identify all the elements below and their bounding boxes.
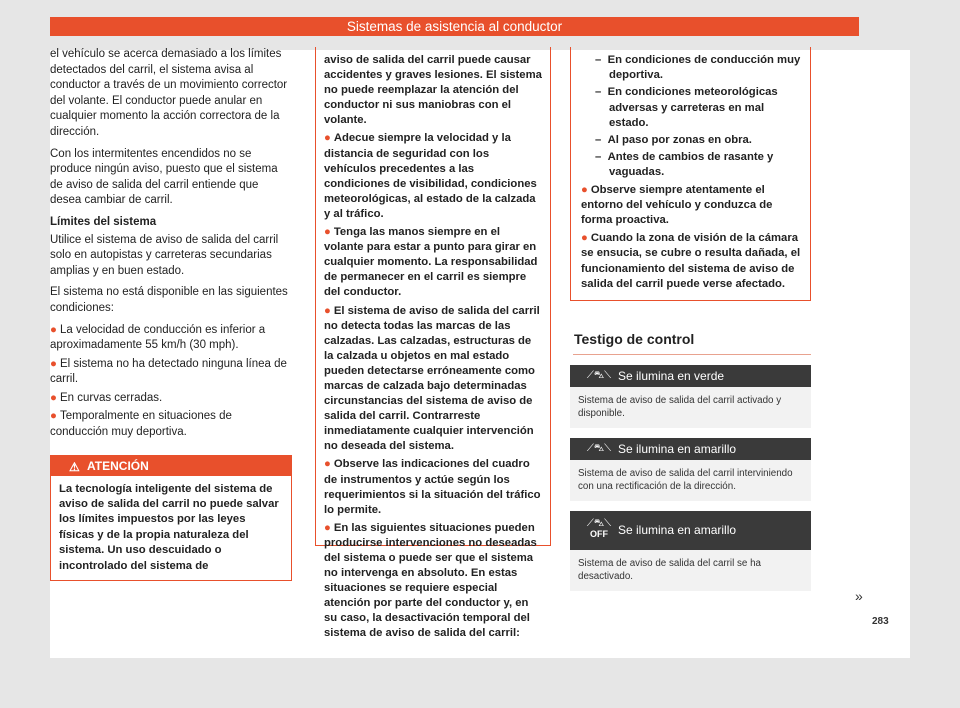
bullet-icon: ● xyxy=(50,357,57,370)
dash-item: – En condiciones de conducción muy deportiva. xyxy=(595,54,801,82)
control-light-card xyxy=(570,365,811,428)
control-light-text: Sistema de aviso de salida del carril activado y disponible. xyxy=(578,395,782,420)
control-light-card xyxy=(570,438,811,501)
list-item: ● El sistema de aviso de salida del carril no detecta todas las marcas de las calzadas. Las calzadas, estructuras de la calzada u objetos en mal estado pueden detectarse erróneamente como marcas de calzada bajo determinadas circunstancias del sistema de aviso de salida del carril. Contrarreste inmediatamente cualquier intervención no deseada del sistema. xyxy=(324,304,540,453)
section-heading: Límites del sistema xyxy=(50,215,157,228)
list-item: ● Temporalmente en situaciones de conducción muy deportiva. xyxy=(50,410,232,439)
dash-item: – Antes de cambios de rasante y vaguadas. xyxy=(595,151,774,179)
warning-box xyxy=(50,455,292,581)
paragraph: aviso de salida del carril puede causar accidentes y graves lesiones. El sistema no puede reemplazar la atención del conductor ni sus maniobras con el volante. xyxy=(324,54,542,127)
bullet-icon: ● xyxy=(324,226,331,239)
list-item: ● Tenga las manos siempre en el volante para estar a punto para girar en cualquier momento. La responsabilidad de permanecer en el carril es siempre del conductor. xyxy=(324,226,538,299)
bullet-icon: ● xyxy=(324,304,331,317)
column-3 xyxy=(570,47,811,591)
list-item: ● Cuando la zona de visión de la cámara se ensucia, se cubre o resulta dañada, el funcionamiento del sistema de aviso de salida del carril puede verse afectado. xyxy=(581,232,801,290)
lane-assist-icon: ⟋⛍⟍ xyxy=(586,370,612,382)
list-item: ● La velocidad de conducción es inferior a aproximadamente 55 km/h (30 mph). xyxy=(50,323,266,352)
bullet-icon: ● xyxy=(50,391,57,404)
warning-continuation-box xyxy=(315,47,551,640)
warning-continuation-box xyxy=(570,47,811,301)
paragraph: El sistema no está disponible en las siguientes condiciones: xyxy=(50,286,288,314)
dash-item: – En condiciones meteorológicas adversas y carreteras en mal estado. xyxy=(595,86,778,129)
list-item: ● Observe las indicaciones del cuadro de instrumentos y actúe según los requerimientos si la situación del tráfico lo permite. xyxy=(324,458,541,516)
control-light-text: Sistema de aviso de salida del carril interviniendo con una rectificación de la dirección. xyxy=(578,468,793,493)
column-2 xyxy=(315,47,551,640)
dash-item: – Al paso por zonas en obra. xyxy=(595,134,752,147)
control-light-header: ⟋⛍⟍ Se ilumina en amarillo xyxy=(570,438,811,460)
control-light-text: Sistema de aviso de salida del carril se ha desactivado. xyxy=(578,558,761,583)
warning-title: ATENCIÓN xyxy=(87,458,149,473)
list-item: ● Observe siempre atentamente el entorno del vehículo y conduzca de forma proactiva. xyxy=(581,183,773,227)
list-item: ● El sistema no ha detectado ninguna línea de carril. xyxy=(50,357,287,386)
lane-assist-off-icon: ⟋⛍⟍ OFF xyxy=(586,518,612,540)
paragraph: Con los intermitentes encendidos no se produce ningún aviso, puesto que el sistema de aviso de salida del carril entiende que desea cambiar de carril. xyxy=(50,147,278,207)
column-1 xyxy=(50,47,292,581)
bullet-icon: ● xyxy=(324,132,331,145)
paragraph: el vehículo se acerca demasiado a los límites detectados del carril, el sistema avisa al conductor a través de un movimiento corrector del volante. El conductor puede anular en cualquier momento la acción correctora de la dirección. xyxy=(50,48,288,138)
paragraph: Utilice el sistema de aviso de salida del carril solo en autopistas y carreteras secundarias amplias y en buen estado. xyxy=(50,233,279,277)
bullet-icon: ● xyxy=(50,323,57,336)
bullet-icon: ● xyxy=(581,232,588,245)
list-item: ● En las siguientes situaciones pueden producirse intervenciones no deseadas del sistema o puede ser que el sistema no intervenga en absoluto. En estas situaciones se requiere especial atención por parte del conductor y, en su caso, la desactivación temporal del sistema de aviso de salida del carril: xyxy=(324,521,537,640)
control-light-header: ⟋⛍⟍ Se ilumina en verde xyxy=(570,365,811,387)
bullet-icon: ● xyxy=(324,458,331,471)
bullet-icon: ● xyxy=(324,521,331,534)
bullet-icon: ● xyxy=(50,410,57,423)
page-header: Sistemas de asistencia al conductor xyxy=(50,17,859,36)
bullet-icon: ● xyxy=(581,183,588,196)
warning-header xyxy=(51,456,291,476)
warning-text: La tecnología inteligente del sistema de aviso de salida del carril no puede salvar los límites impuestos por las leyes físicas y de la propia naturaleza del sistema. Un uso descuidado o incontrolado del sistema de xyxy=(59,482,279,572)
section-title: Testigo de control xyxy=(573,331,811,355)
lane-assist-icon: ⟋⛍⟍ xyxy=(586,443,612,455)
warning-triangle-icon: ⚠ xyxy=(69,459,80,474)
control-light-card xyxy=(570,511,811,591)
control-light-header: ⟋⛍⟍ OFF Se ilumina en amarillo xyxy=(570,511,811,550)
page-number: 283 xyxy=(872,616,889,627)
list-item: ● Adecue siempre la velocidad y la distancia de seguridad con los vehículos precedentes a las condiciones de visibilidad, condiciones meteorológicas, al estado de la calzada y al tráfico. xyxy=(324,132,537,220)
next-page-icon: » xyxy=(855,588,863,604)
list-item: ● En curvas cerradas. xyxy=(50,391,163,404)
